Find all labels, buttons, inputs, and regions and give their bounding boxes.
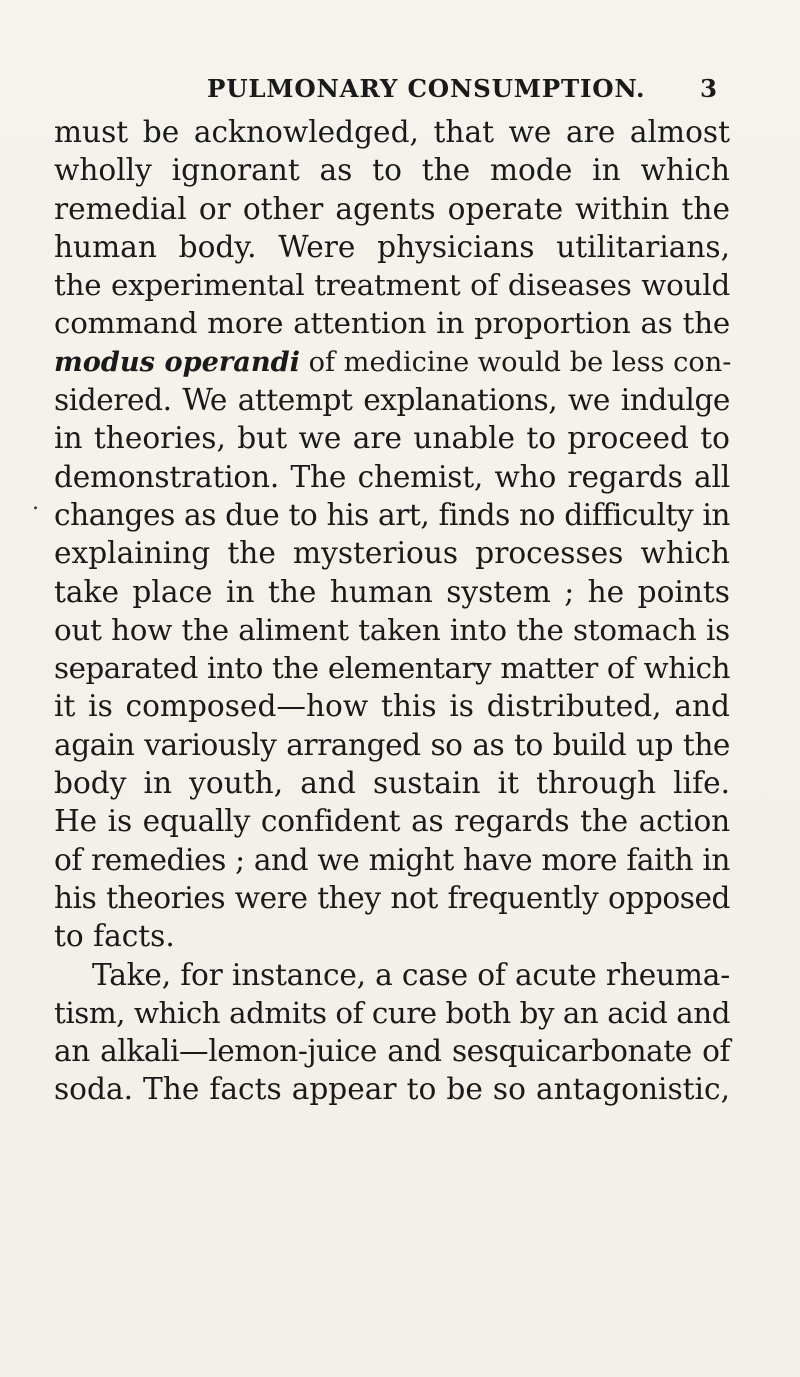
text-line: out how the aliment taken into the stomach is (54, 612, 730, 647)
running-head-title: PULMONARY CONSUMPTION. (207, 74, 646, 103)
text-line: tism, which admits of cure both by an acid and (54, 995, 731, 1030)
text-line-with-italic (54, 343, 730, 381)
text-line: again variously arranged so as to build up the (54, 727, 730, 762)
text-line: soda. The facts appear to be so antagonistic, (54, 1072, 730, 1107)
text-line: body in youth, and sustain it through life. (54, 766, 730, 801)
running-head (0, 68, 800, 108)
text-line: the experimental treatment of diseases would (54, 268, 730, 303)
text-line: his theories were they not frequently opposed (54, 880, 730, 915)
text-line: wholly ignorant as to the mode in which (54, 153, 730, 188)
text-line: He is equally confident as regards the action (54, 804, 730, 839)
text-line: take place in the human system ; he points (54, 574, 730, 609)
margin-mark: . (32, 490, 39, 515)
text-line: remedial or other agents operate within the (54, 191, 730, 226)
italic-phrase: modus operandi (54, 345, 300, 378)
text-line: must be acknowledged, that we are almost (54, 115, 730, 149)
text-line: Take, for instance, a case of acute rheuma- (92, 957, 730, 992)
text-line: changes as due to his art, finds no difficulty in (54, 497, 730, 532)
text-line: command more attention in proportion as the (54, 306, 730, 341)
text-line: human body. Were physicians utilitarians, (54, 229, 730, 264)
text-line: explaining the mysterious processes which (54, 536, 730, 571)
text-line: in theories, but we are unable to proceed to (54, 421, 730, 456)
text-line: of remedies ; and we might have more faith in (54, 842, 730, 877)
text-line: it is composed—how this is distributed, and (54, 689, 730, 724)
text-line: separated into the elementary matter of which (54, 651, 730, 686)
text-line-remainder: of medicine would be less con- (308, 346, 732, 378)
body-text (54, 113, 730, 1109)
text-line: demonstration. The chemist, who regards all (54, 459, 730, 494)
text-line: an alkali—lemon-juice and sesquicarbonate of (54, 1034, 730, 1069)
text-line: sidered. We attempt explanations, we indulge (54, 383, 730, 418)
text-line: to facts. (54, 919, 175, 954)
page-number: 3 (700, 74, 718, 103)
